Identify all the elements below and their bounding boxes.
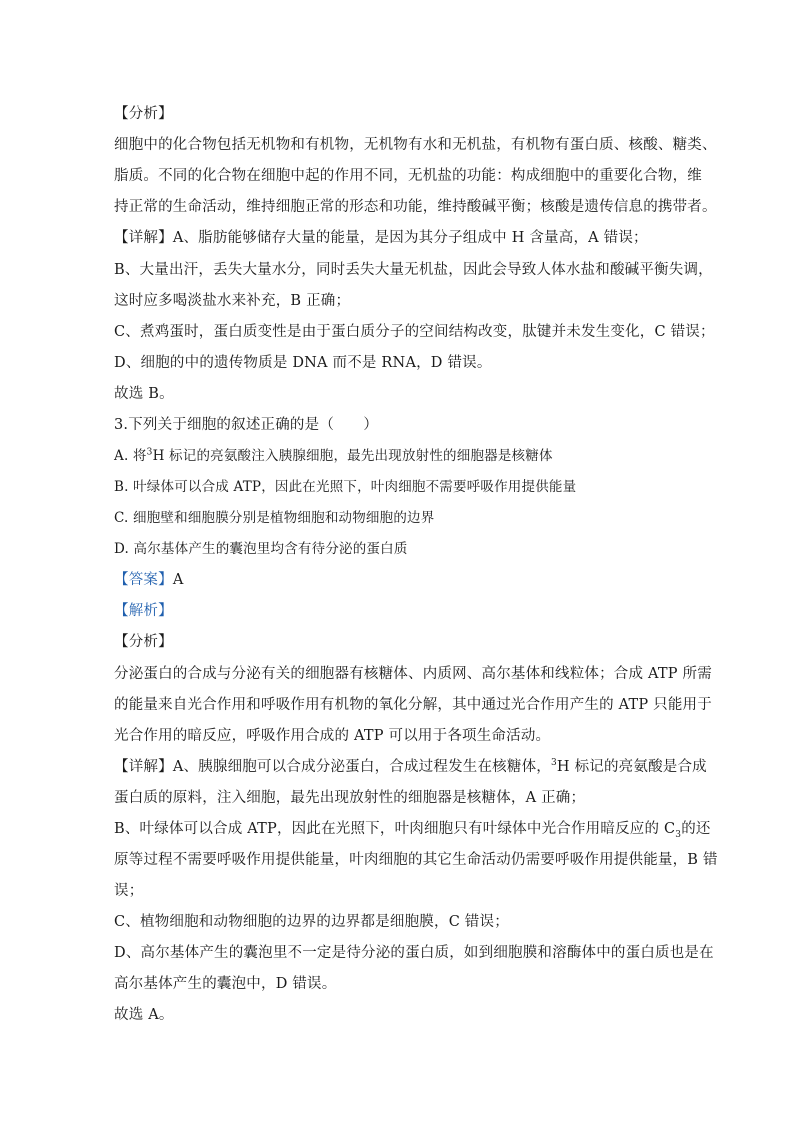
- detail2-conclusion: 故选 A。: [114, 1007, 174, 1023]
- detail2-line-a2: 蛋白质的原料，注入细胞，最先出现放射性的细胞器是核糖体，A 正确；: [114, 790, 586, 806]
- detail2-line-b3: 误；: [114, 883, 144, 899]
- option-b: B. 叶绿体可以合成 ATP，因此在光照下，叶肉细胞不需要呼吸作用提供能量: [114, 479, 577, 495]
- analysis-line-3: 持正常的生命活动，维持细胞正常的形态和功能，维持酸碱平衡；核酸是遗传信息的携带者。: [114, 199, 717, 215]
- option-c: C. 细胞壁和细胞膜分别是植物细胞和动物细胞的边界: [114, 510, 435, 526]
- analysis2-line-1: 分泌蛋白的合成与分泌有关的细胞器有核糖体、内质网、高尔基体和线粒体；合成 ATP 所需: [114, 666, 712, 682]
- analysis-line-1: 细胞中的化合物包括无机物和有机物，无机物有水和无机盐，有机物有蛋白质、核酸、糖类、: [114, 137, 717, 153]
- detail2-a1-pre: A、胰腺细胞可以合成分泌蛋白，合成过程发生在核糖体，: [172, 759, 551, 775]
- option-a-post: H 标记的亮氨酸注入胰腺细胞，最先出现放射性的细胞器是核糖体: [152, 448, 553, 464]
- detail-heading: 【详解】: [114, 230, 173, 246]
- answer-value: A: [172, 572, 184, 588]
- option-a-sup: 3: [146, 447, 153, 458]
- detail2-line-b1: [114, 819, 711, 840]
- explain-label: 【解析】: [114, 603, 173, 619]
- answer-line: [114, 570, 686, 590]
- detail-a-text: A、脂肪能够储存大量的能量，是因为其分子组成中 H 含量高，A 错误；: [172, 230, 648, 246]
- detail2-line-d1: D、高尔基体产生的囊泡里不一定是待分泌的蛋白质，如到细胞膜和溶酶体中的蛋白质也是在: [114, 945, 714, 961]
- question-stem: 3.下列关于细胞的叙述正确的是（ ）: [114, 417, 379, 433]
- detail2-b1-post: 的还: [681, 821, 711, 837]
- analysis2-heading: 【分析】: [114, 634, 173, 650]
- detail-line-c: C、煮鸡蛋时，蛋白质变性是由于蛋白质分子的空间结构改变，肽键并未发生变化，C 错误；: [114, 324, 715, 340]
- option-a: [114, 446, 686, 466]
- analysis2-line-2: 的能量来自光合作用和呼吸作用有机物的氧化分解，其中通过光合作用产生的 ATP 只能用于: [114, 697, 712, 713]
- analysis-line-2: 脂质。不同的化合物在细胞中起的作用不同，无机盐的功能：构成细胞中的重要化合物，维: [114, 168, 702, 184]
- detail-line-b1: B、大量出汗，丢失大量水分，同时丢失大量无机盐，因此会导致人体水盐和酸碱平衡失调，: [114, 262, 713, 278]
- detail2-line-b2: 原等过程不需要呼吸作用提供能量，叶肉细胞的其它生命活动仍需要呼吸作用提供能量，B 错: [114, 852, 718, 868]
- detail2-line-a1: [114, 757, 707, 777]
- option-d: D. 高尔基体产生的囊泡里均含有待分泌的蛋白质: [114, 541, 408, 557]
- detail2-line-c: C、植物细胞和动物细胞的边界的边界都是细胞膜，C 错误；: [114, 914, 509, 930]
- answer-label: 【答案】: [114, 572, 173, 588]
- option-a-pre: A. 将: [114, 448, 147, 464]
- detail2-a1-post: H 标记的亮氨酸是合成: [556, 759, 707, 775]
- detail2-line-d2: 高尔基体产生的囊泡中，D 错误。: [114, 976, 337, 992]
- detail2-b1-sub: 3: [675, 829, 682, 840]
- detail-line-b2: 这时应多喝淡盐水来补充，B 正确；: [114, 293, 351, 309]
- analysis-heading: 【分析】: [114, 106, 173, 122]
- detail-line-a: [114, 228, 686, 248]
- analysis2-line-3: 光合作用的暗反应，呼吸作用合成的 ATP 可以用于各项生命活动。: [114, 728, 551, 744]
- detail-line-d: D、细胞的中的遗传物质是 DNA 而不是 RNA，D 错误。: [114, 355, 492, 371]
- detail2-a1-sup: 3: [550, 758, 557, 769]
- detail-conclusion: 故选 B。: [114, 386, 174, 402]
- detail2-b1-pre: B、叶绿体可以合成 ATP，因此在光照下，叶肉细胞只有叶绿体中光合作用暗反应的 C: [114, 821, 676, 837]
- detail2-heading: 【详解】: [114, 759, 173, 775]
